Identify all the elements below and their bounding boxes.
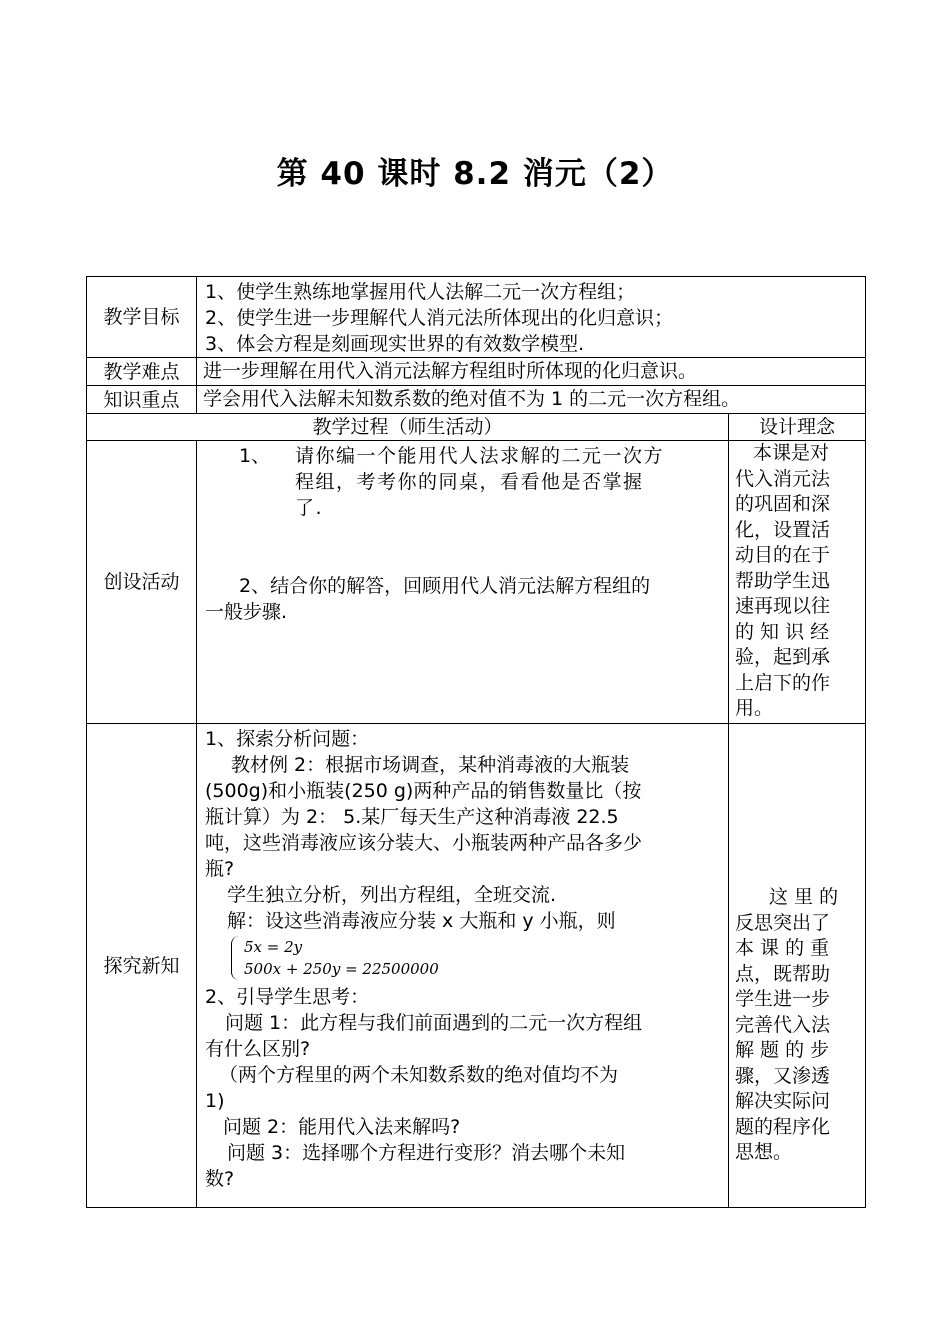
concept-line: 反思突出了 [735,911,831,934]
explore-line: 问题 1：此方程与我们前面遇到的二元一次方程组 [225,1012,643,1034]
concept-line: 用。 [735,697,774,719]
activity-item-1-line: 了. [295,497,324,519]
label-teaching-goals: 教学目标 [87,277,197,358]
explore-line: 瓶? [205,858,235,880]
header-teaching-process: 教学过程（师生活动） [87,414,729,441]
explore-line: 问题 2：能用代入法来解吗? [223,1116,461,1138]
explore-line: (500g)和小瓶装(250 g)两种产品的销售数量比（按 [205,780,642,802]
concept-line: 本 课 的 重 [735,937,830,960]
row-column-headers [87,414,866,441]
concept-line: 完善代入法 [735,1013,831,1036]
concept-line: 验，起到承 [735,646,831,668]
explore-line: 吨，这些消毒液应该分装大、小瓶装两种产品各多少 [205,832,643,854]
label-key-points: 知识重点 [87,386,197,414]
explore-line: 学生独立分析，列出方程组，全班交流. [227,884,557,906]
concept-line: 的巩固和深 [735,493,831,515]
concept-line: 这 里 的 [769,886,839,909]
row-explore-new-knowledge [87,724,866,1208]
concept-line: 学生进一步 [735,988,831,1011]
concept-line: 思想。 [735,1141,793,1164]
label-explore-new-knowledge: 探究新知 [87,724,197,1208]
explore-content [197,724,729,1208]
label-teaching-difficulty: 教学难点 [87,358,197,386]
concept-line: 解 题 的 步 [735,1039,830,1062]
concept-line: 题的程序化 [735,1115,831,1138]
activity-item-2-line: 一般步骤. [205,601,288,623]
page-title: 第 40 课时 8.2 消元（2） [276,156,674,192]
explore-line: 数? [205,1168,235,1190]
concept-line: 动目的在于 [735,544,831,566]
label-create-activity: 创设活动 [87,441,197,724]
activity-item-1-number: 1、 [239,445,271,467]
explore-line: 问题 3：选择哪个方程进行变形？消去哪个未知 [227,1142,626,1164]
activity-item-1 [205,443,722,521]
create-activity-content [197,441,729,724]
equation-1: 5x = 2y [244,938,303,956]
explore-line: 1、探索分析问题： [205,728,370,750]
explore-line: （两个方程里的两个未知数系数的绝对值均不为 [219,1064,619,1086]
concept-line: 帮助学生迅 [735,569,831,592]
row-teaching-goals [87,277,866,358]
explore-line: 有什么区别? [205,1038,311,1060]
concept-line: 上启下的作 [735,671,831,694]
goal-item: 1、使学生熟练地掌握用代人法解二元一次方程组； [205,281,636,303]
concept-line: 代入消元法 [735,467,831,490]
header-design-concept: 设计理念 [729,414,866,441]
concept-line: 点，既帮助 [735,962,831,985]
row-key-points [87,386,866,414]
explore-line: 解：设这些消毒液应分装 x 大瓶和 y 小瓶，则 [227,910,616,932]
concept-line: 的 知 识 经 [735,620,830,643]
concept-line: 骤，又渗透 [735,1064,831,1087]
row-teaching-difficulty [87,358,866,386]
explore-line: 2、引导学生思考： [205,986,370,1008]
explore-line: 瓶计算）为 2： 5.某厂每天生产这种消毒液 22.5 [205,806,619,828]
explore-line: 教材例 2：根据市场调查，某种消毒液的大瓶装 [231,754,630,776]
teaching-difficulty-text: 进一步理解在用代入消元法解方程组时所体现的化归意识。 [197,358,866,386]
goal-item: 2、使学生进一步理解代人消元法所体现出的化归意识； [205,307,674,329]
key-points-text: 学会用代入法解未知数系数的绝对值不为 1 的二元一次方程组。 [197,386,866,414]
concept-line: 化，设置活 [735,518,831,541]
activity-item-2-line: 2、结合你的解答，回顾用代人消元法解方程组的 [239,575,651,597]
equation-system [231,936,722,980]
create-activity-concept [729,441,866,724]
activity-item-1-line: 请你编一个能用代人法求解的二元一次方 [295,445,665,467]
concept-line: 速再现以往 [735,595,831,617]
explore-line: 1) [205,1090,225,1112]
teaching-goals-cell [197,277,866,358]
equation-2: 500x + 250y = 22500000 [244,960,439,978]
activity-item-1-line: 程组，考考你的同桌，看看他是否掌握 [295,471,644,493]
concept-line: 解决实际问 [735,1090,831,1113]
row-create-activity [87,441,866,724]
explore-concept [729,724,866,1208]
goal-item: 3、体会方程是刻画现实世界的有效数学模型. [205,333,585,355]
concept-line: 本课是对 [753,442,830,464]
lesson-plan-table [86,276,866,1208]
